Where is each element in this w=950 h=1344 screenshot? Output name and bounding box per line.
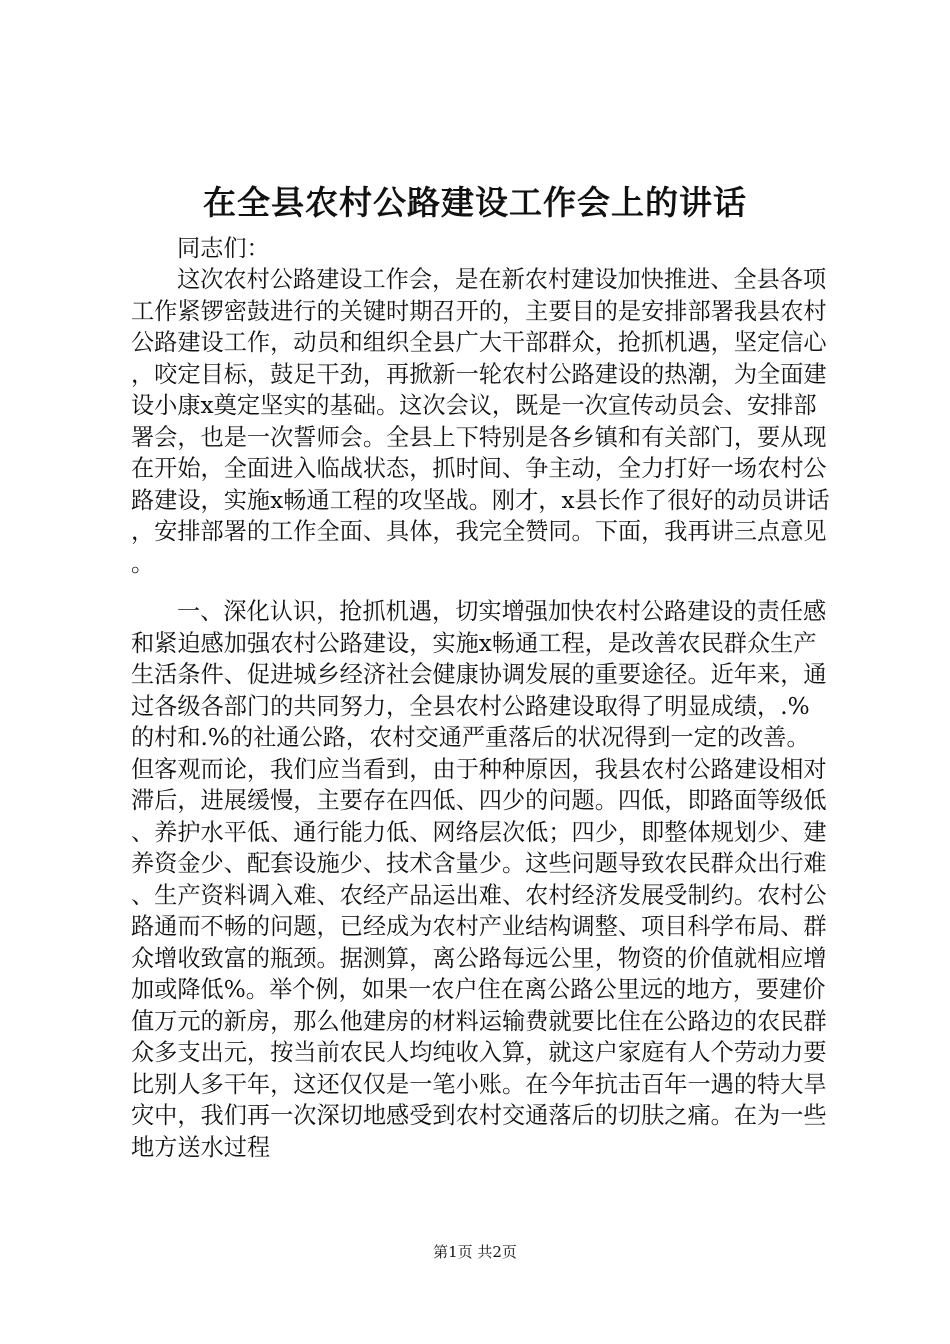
page-number: 第1页 共2页 bbox=[433, 1243, 517, 1261]
salutation: 同志们： bbox=[177, 235, 270, 262]
paragraph-1: 这次农村公路建设工作会，是在新农村建设加快推进、全县各项工作紧锣密鼓进行的关键时期召开的，主要目的是安排部署我县农村公路建设工作，动员和组织全县广大干部群众，抢抓机遇，坚定信心，咬定目标，鼓足干劲，再掀新一轮农村公路建设的热潮，为全面建设小康x奠定坚实的基础。这次会议，既是一次宣传动员会、安排部署会，也是一次誓师会。全县上下特别是各乡镇和有关部门，要从现在开始，全面进入临战状态，抓时间、争主动，全力打好一场农村公路建设，实施x畅通工程的攻坚战。刚才，x县长作了很好的动员讲话，安排部署的工作全面、具体，我完全赞同。下面，我再讲三点意见。 bbox=[131, 266, 830, 577]
document-title: 在全县农村公路建设工作会上的讲话 bbox=[203, 183, 747, 222]
paragraph-2: 一、深化认识，抢抓机遇，切实增强加快农村公路建设的责任感和紧迫感加强农村公路建设，实施x畅通工程，是改善农民群众生产生活条件、促进城乡经济社会健康协调发展的重要途径。近年来，通过各级各部门的共同努力，全县农村公路建设取得了明显成绩，.%的村和.%的社通公路，农村交通严重落后的状况得到一定的改善。但客观而论，我们应当看到，由于种种原因，我县农村公路建设相对滞后，进展缓慢，主要存在四低、四少的问题。四低，即路面等级低、养护水平低、通行能力低、网络层次低；四少，即整体规划少、建养资金少、配套设施少、技术含量少。这些问题导致农民群众出行难、生产资料调入难、农经产品运出难、农村经济发展受制约。农村公路通而不畅的问题，已经成为农村产业结构调整、项目科学布局、群众增收致富的瓶颈。据测算，离公路每远公里，物资的价值就相应增加或降低%。举个例，如果一农户住在离公路公里远的地方，要建价值万元的新房，那么他建房的材料运输费就要比住在公路边的农民群众多支出元，按当前农民人均纯收入算，就这户家庭有人个劳动力要比别人多干年，这还仅仅是一笔小账。在今年抗击百年一遇的特大旱灾中，我们再一次深切地感受到农村交通落后的切肤之痛。在为一些地方送水过程 bbox=[131, 598, 827, 1161]
